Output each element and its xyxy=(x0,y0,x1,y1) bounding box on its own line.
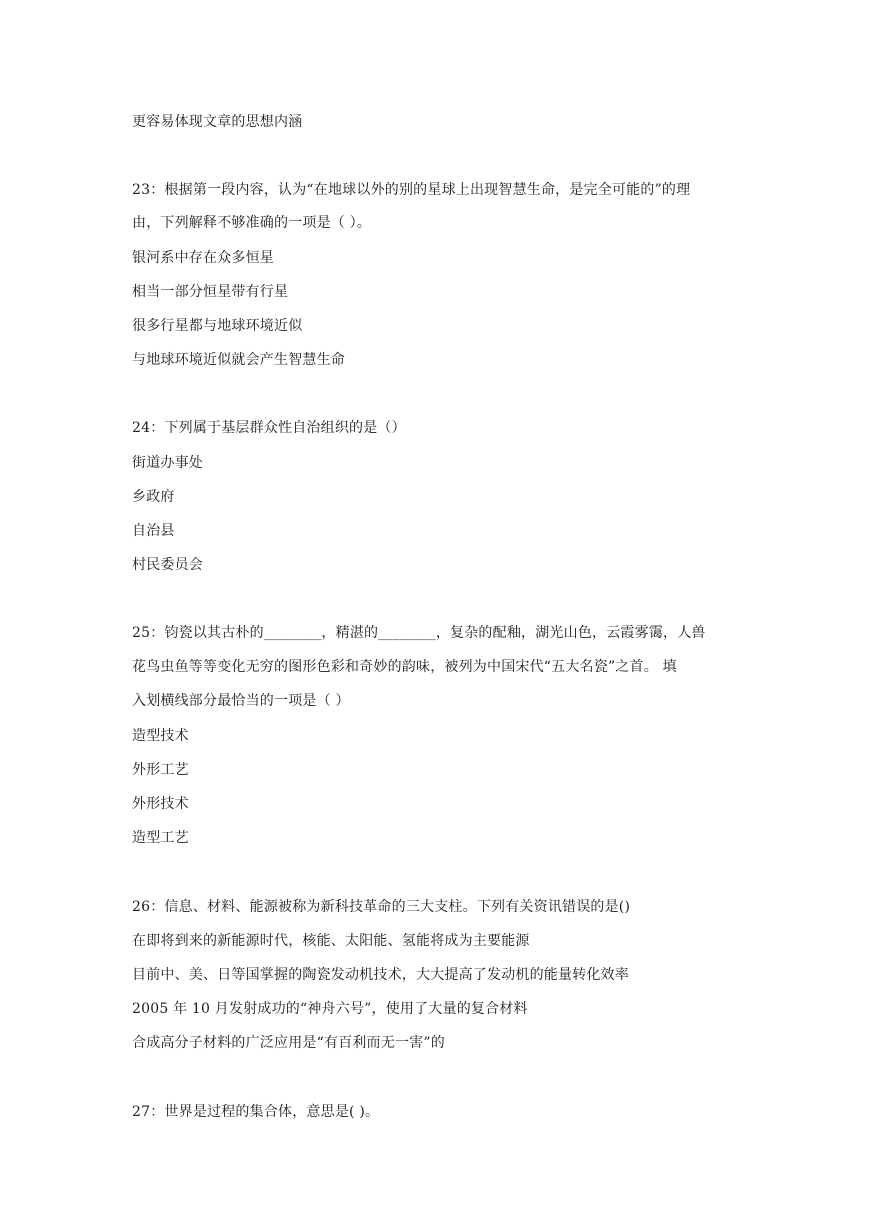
question-24-stem-line-1: 24：下列属于基层群众性自治组织的是（） xyxy=(132,420,406,436)
question-24-option-a: 街道办事处 xyxy=(132,455,203,471)
question-23-option-d: 与地球环境近似就会产生智慧生命 xyxy=(132,352,345,368)
question-26-option-c: 2005 年 10 月发射成功的“神舟六号”，使用了大量的复合材料 xyxy=(132,1001,528,1017)
question-26-option-a: 在即将到来的新能源时代，核能、太阳能、氢能将成为主要能源 xyxy=(132,933,530,949)
question-26-option-b: 目前中、美、日等国掌握的陶瓷发动机技术，大大提高了发动机的能量转化效率 xyxy=(132,967,629,983)
question-25-option-b: 外形工艺 xyxy=(132,762,189,778)
question-23-option-c: 很多行星都与地球环境近似 xyxy=(132,318,303,334)
question-26-stem-line-1: 26：信息、材料、能源被称为新科技革命的三大支柱。下列有关资讯错误的是() xyxy=(132,899,631,915)
question-25-stem-line-3: 入划横线部分最恰当的一项是（ ） xyxy=(132,693,350,709)
question-24-option-c: 自治县 xyxy=(132,523,175,539)
question-23-stem-line-2: 由，下列解释不够准确的一项是（ ）。 xyxy=(132,215,372,231)
question-24-option-b: 乡政府 xyxy=(132,489,175,505)
option-text: 更容易体现文章的思想内涵 xyxy=(132,114,303,130)
question-26-option-d: 合成高分子材料的广泛应用是“有百利而无一害”的 xyxy=(132,1035,445,1051)
question-25-stem-line-1: 25：钧瓷以其古朴的________，精湛的________，复杂的配釉，湖光山色，云霞雾霭，人兽 xyxy=(132,625,706,641)
question-25-stem-line-2: 花鸟虫鱼等等变化无穷的图形色彩和奇妙的韵味，被列为中国宋代“五大名瓷”之首。 填 xyxy=(132,659,677,675)
question-24-option-d: 村民委员会 xyxy=(132,557,203,573)
question-23-option-b: 相当一部分恒星带有行星 xyxy=(132,284,289,300)
question-23-stem-line-1: 23：根据第一段内容，认为“在地球以外的别的星球上出现智慧生命，是完全可能的”的理 xyxy=(132,182,691,198)
question-23-option-a: 银河系中存在众多恒星 xyxy=(132,250,274,266)
question-25-option-a: 造型技术 xyxy=(132,728,189,744)
question-25-option-d: 造型工艺 xyxy=(132,830,189,846)
question-25-option-c: 外形技术 xyxy=(132,796,189,812)
question-27-stem-line-1: 27：世界是过程的集合体，意思是( )。 xyxy=(132,1104,380,1120)
